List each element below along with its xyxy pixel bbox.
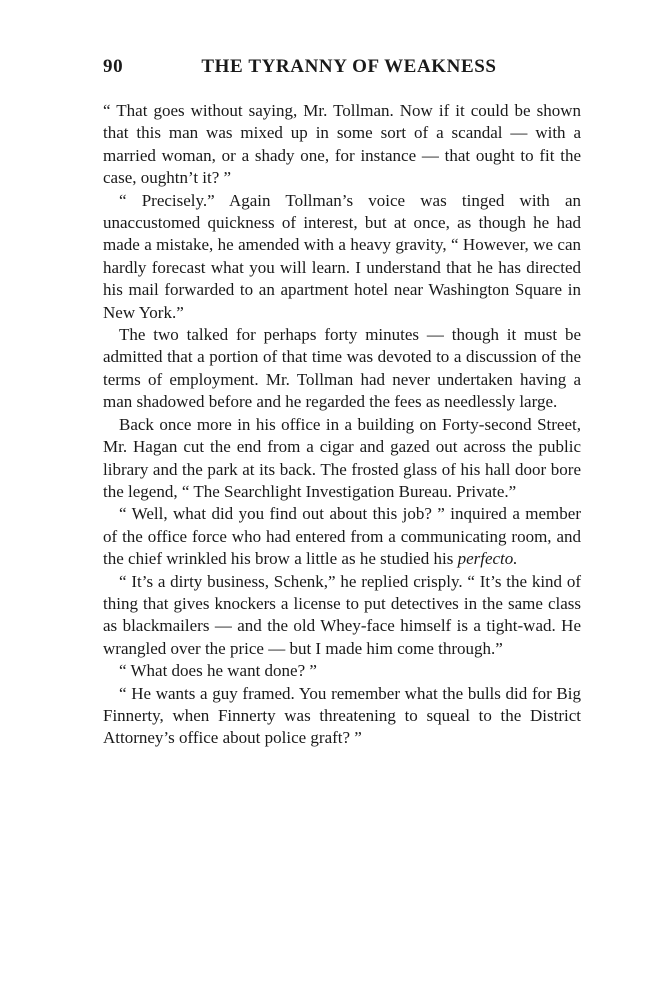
paragraph [103,503,581,570]
paragraph: “ It’s a dirty business, Schenk,” he replied crisply. “ It’s the kind of thing that gives knockers a license to put detectives in the same class as blackmailers — and the old Whey-face himself is a tight-wad. He wrangled over the price — but I made him come through.” [103,571,581,658]
paragraph-text: “ Well, what did you find out about this job? ” inquired a member of the office force who had entered from a communicating room, and the chief wrinkled his brow a little as he studied his [103,504,581,569]
paragraph: “ That goes without saying, Mr. Tollman. Now if it could be shown that this man was mixed up in some sort of a scandal — with a married woman, or a shady one, for instance — that ought to fit the case, oughtn’t it? ” [103,101,581,188]
page-number: 90 [103,56,124,77]
paragraph: “ He wants a guy framed. You remember what the bulls did for Big Finnerty, when Finnerty was threatening to squeal to the District Attorney’s office about police graft? ” [103,683,581,748]
paragraph: Back once more in his office in a building on Forty-second Street, Mr. Hagan cut the end from a cigar and gazed out across the public library and the park at its back. The frosted glass of his hall door bore the legend, “ The Searchlight Investigation Bureau. Private.” [103,414,581,501]
running-head [103,56,581,90]
body-text [103,100,581,750]
running-title: THE TYRANNY OF WEAKNESS [201,56,497,77]
italic-word: perfecto. [457,549,518,569]
book-page [103,56,581,750]
paragraph: The two talked for perhaps forty minutes — though it must be admitted that a portion of that time was devoted to a discussion of the terms of employment. Mr. Tollman had never undertaken having a man shadowed before and he regarded the fees as needlessly large. [103,325,581,412]
paragraph: “ What does he want done? ” [119,661,317,681]
paragraph: “ Precisely.” Again Tollman’s voice was tinged with an unaccustomed quickness of interest, but at once, as though he had made a mistake, he amended with a heavy gravity, “ However, we can hardly forecast what you will learn. I understand that he has directed his mail forwarded to an apartment hotel near Washington Square in New York.” [103,190,581,322]
